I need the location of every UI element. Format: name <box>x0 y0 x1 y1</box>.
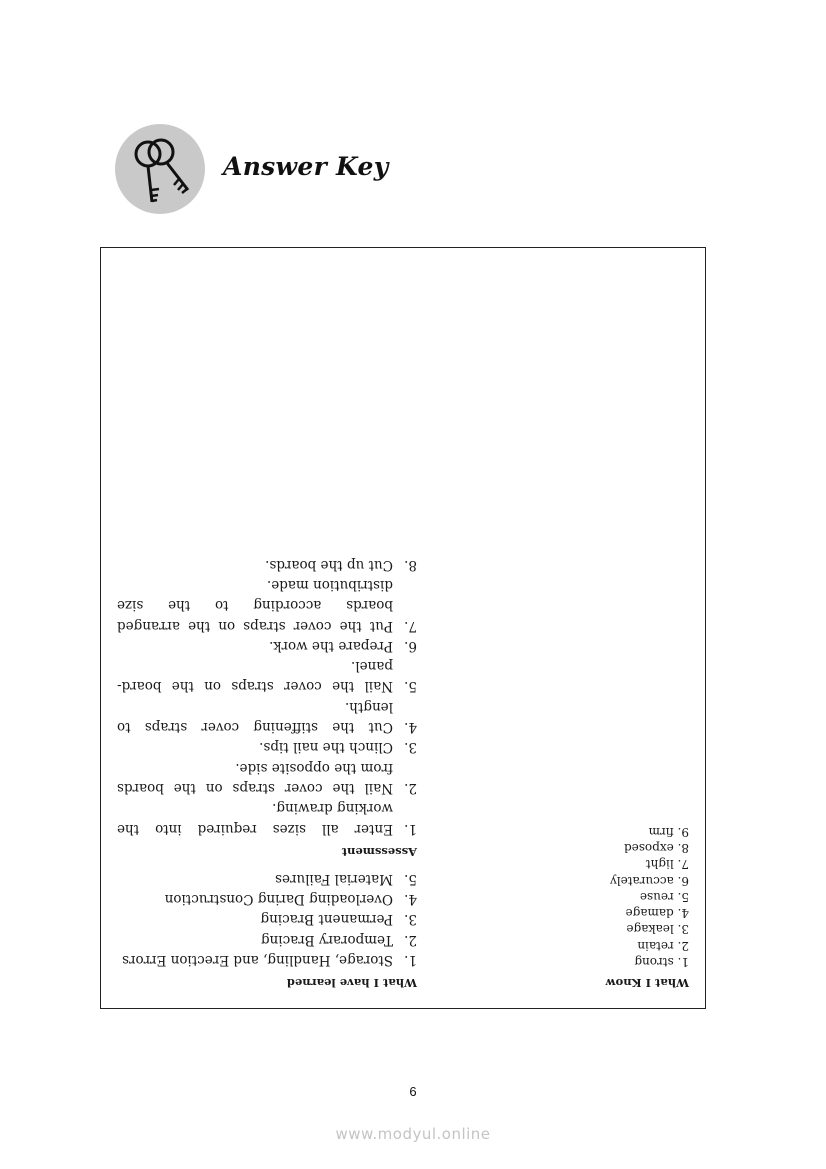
item-text: Material Failures <box>275 870 393 887</box>
list-item: 8. exposed <box>624 840 689 855</box>
list-item <box>117 636 417 656</box>
item-text: Cut the stiffening cover straps to length. <box>117 698 393 736</box>
assessment-heading: Assessment <box>341 844 417 859</box>
what-i-know-section <box>579 823 689 990</box>
item-number: 4. <box>404 891 417 908</box>
list-item: 2. retain <box>637 938 689 953</box>
item-text: Storage, Handling, and Erection Errors <box>122 952 393 968</box>
item-number: 3. <box>404 911 417 928</box>
keys-icon <box>115 124 205 214</box>
item-text: Prepare the work. <box>269 637 393 654</box>
what-i-have-learned-list <box>117 869 417 970</box>
item-text: Nail the cover straps on the board-panel. <box>117 658 393 695</box>
answer-key-box <box>100 247 706 1009</box>
item-number: 8. <box>404 556 417 573</box>
list-item <box>117 909 417 929</box>
item-number: 1. <box>404 952 417 968</box>
list-item: 1. strong <box>634 955 689 969</box>
list-item: 5. reuse <box>639 889 689 904</box>
item-text: Overloading Daring Construction <box>164 891 393 908</box>
assessment-section <box>117 554 417 858</box>
list-item <box>117 950 417 970</box>
list-item: 7. light <box>645 857 689 872</box>
list-item <box>117 696 417 737</box>
list-item: 3. leakage <box>626 922 689 937</box>
watermark: www.modyul.online <box>335 1125 491 1143</box>
item-text: Clinch the nail tips. <box>259 739 393 756</box>
list-item: 4. damage <box>625 906 689 921</box>
item-text: Cut up the boards. <box>265 556 393 573</box>
item-text: Permanent Bracing <box>260 911 393 928</box>
item-number: 7. <box>404 617 417 634</box>
item-text: Temporary Bracing <box>260 931 393 948</box>
list-item <box>117 757 417 798</box>
item-number: 1. <box>404 820 417 837</box>
keys-icon-graphic <box>115 124 205 214</box>
item-number: 3. <box>404 739 417 756</box>
item-number: 4. <box>404 719 417 736</box>
what-i-know-list <box>579 823 689 970</box>
what-i-have-learned-section <box>117 869 417 990</box>
item-text: Put the cover straps on the arranged boards according to the size distribution made. <box>117 576 393 634</box>
item-number: 6. <box>404 637 417 654</box>
list-item <box>117 929 417 949</box>
page-number: 6 <box>409 1084 417 1099</box>
item-number: 2. <box>404 931 417 948</box>
item-number: 5. <box>404 678 417 695</box>
list-item <box>117 737 417 757</box>
right-column <box>117 554 417 990</box>
what-i-have-learned-heading: What I have learned <box>286 976 417 990</box>
item-number: 5. <box>404 870 417 887</box>
what-i-know-heading: What I Know <box>605 976 689 990</box>
list-item <box>117 889 417 909</box>
list-item <box>117 554 417 574</box>
item-text: Enter all sizes required into the working drawing. <box>117 800 393 837</box>
item-text: Nail the cover straps on the boards from the opposite side. <box>117 759 393 796</box>
list-item <box>117 575 417 636</box>
list-item <box>117 798 417 839</box>
upside-down-answers <box>101 248 707 1010</box>
item-number: 2. <box>404 779 417 796</box>
list-item: 6. accurately <box>609 873 689 888</box>
page-title: Answer Key <box>223 152 389 181</box>
list-item <box>117 656 417 697</box>
assessment-list <box>117 554 417 838</box>
list-item <box>117 869 417 889</box>
list-item: 9. firm <box>648 824 689 839</box>
